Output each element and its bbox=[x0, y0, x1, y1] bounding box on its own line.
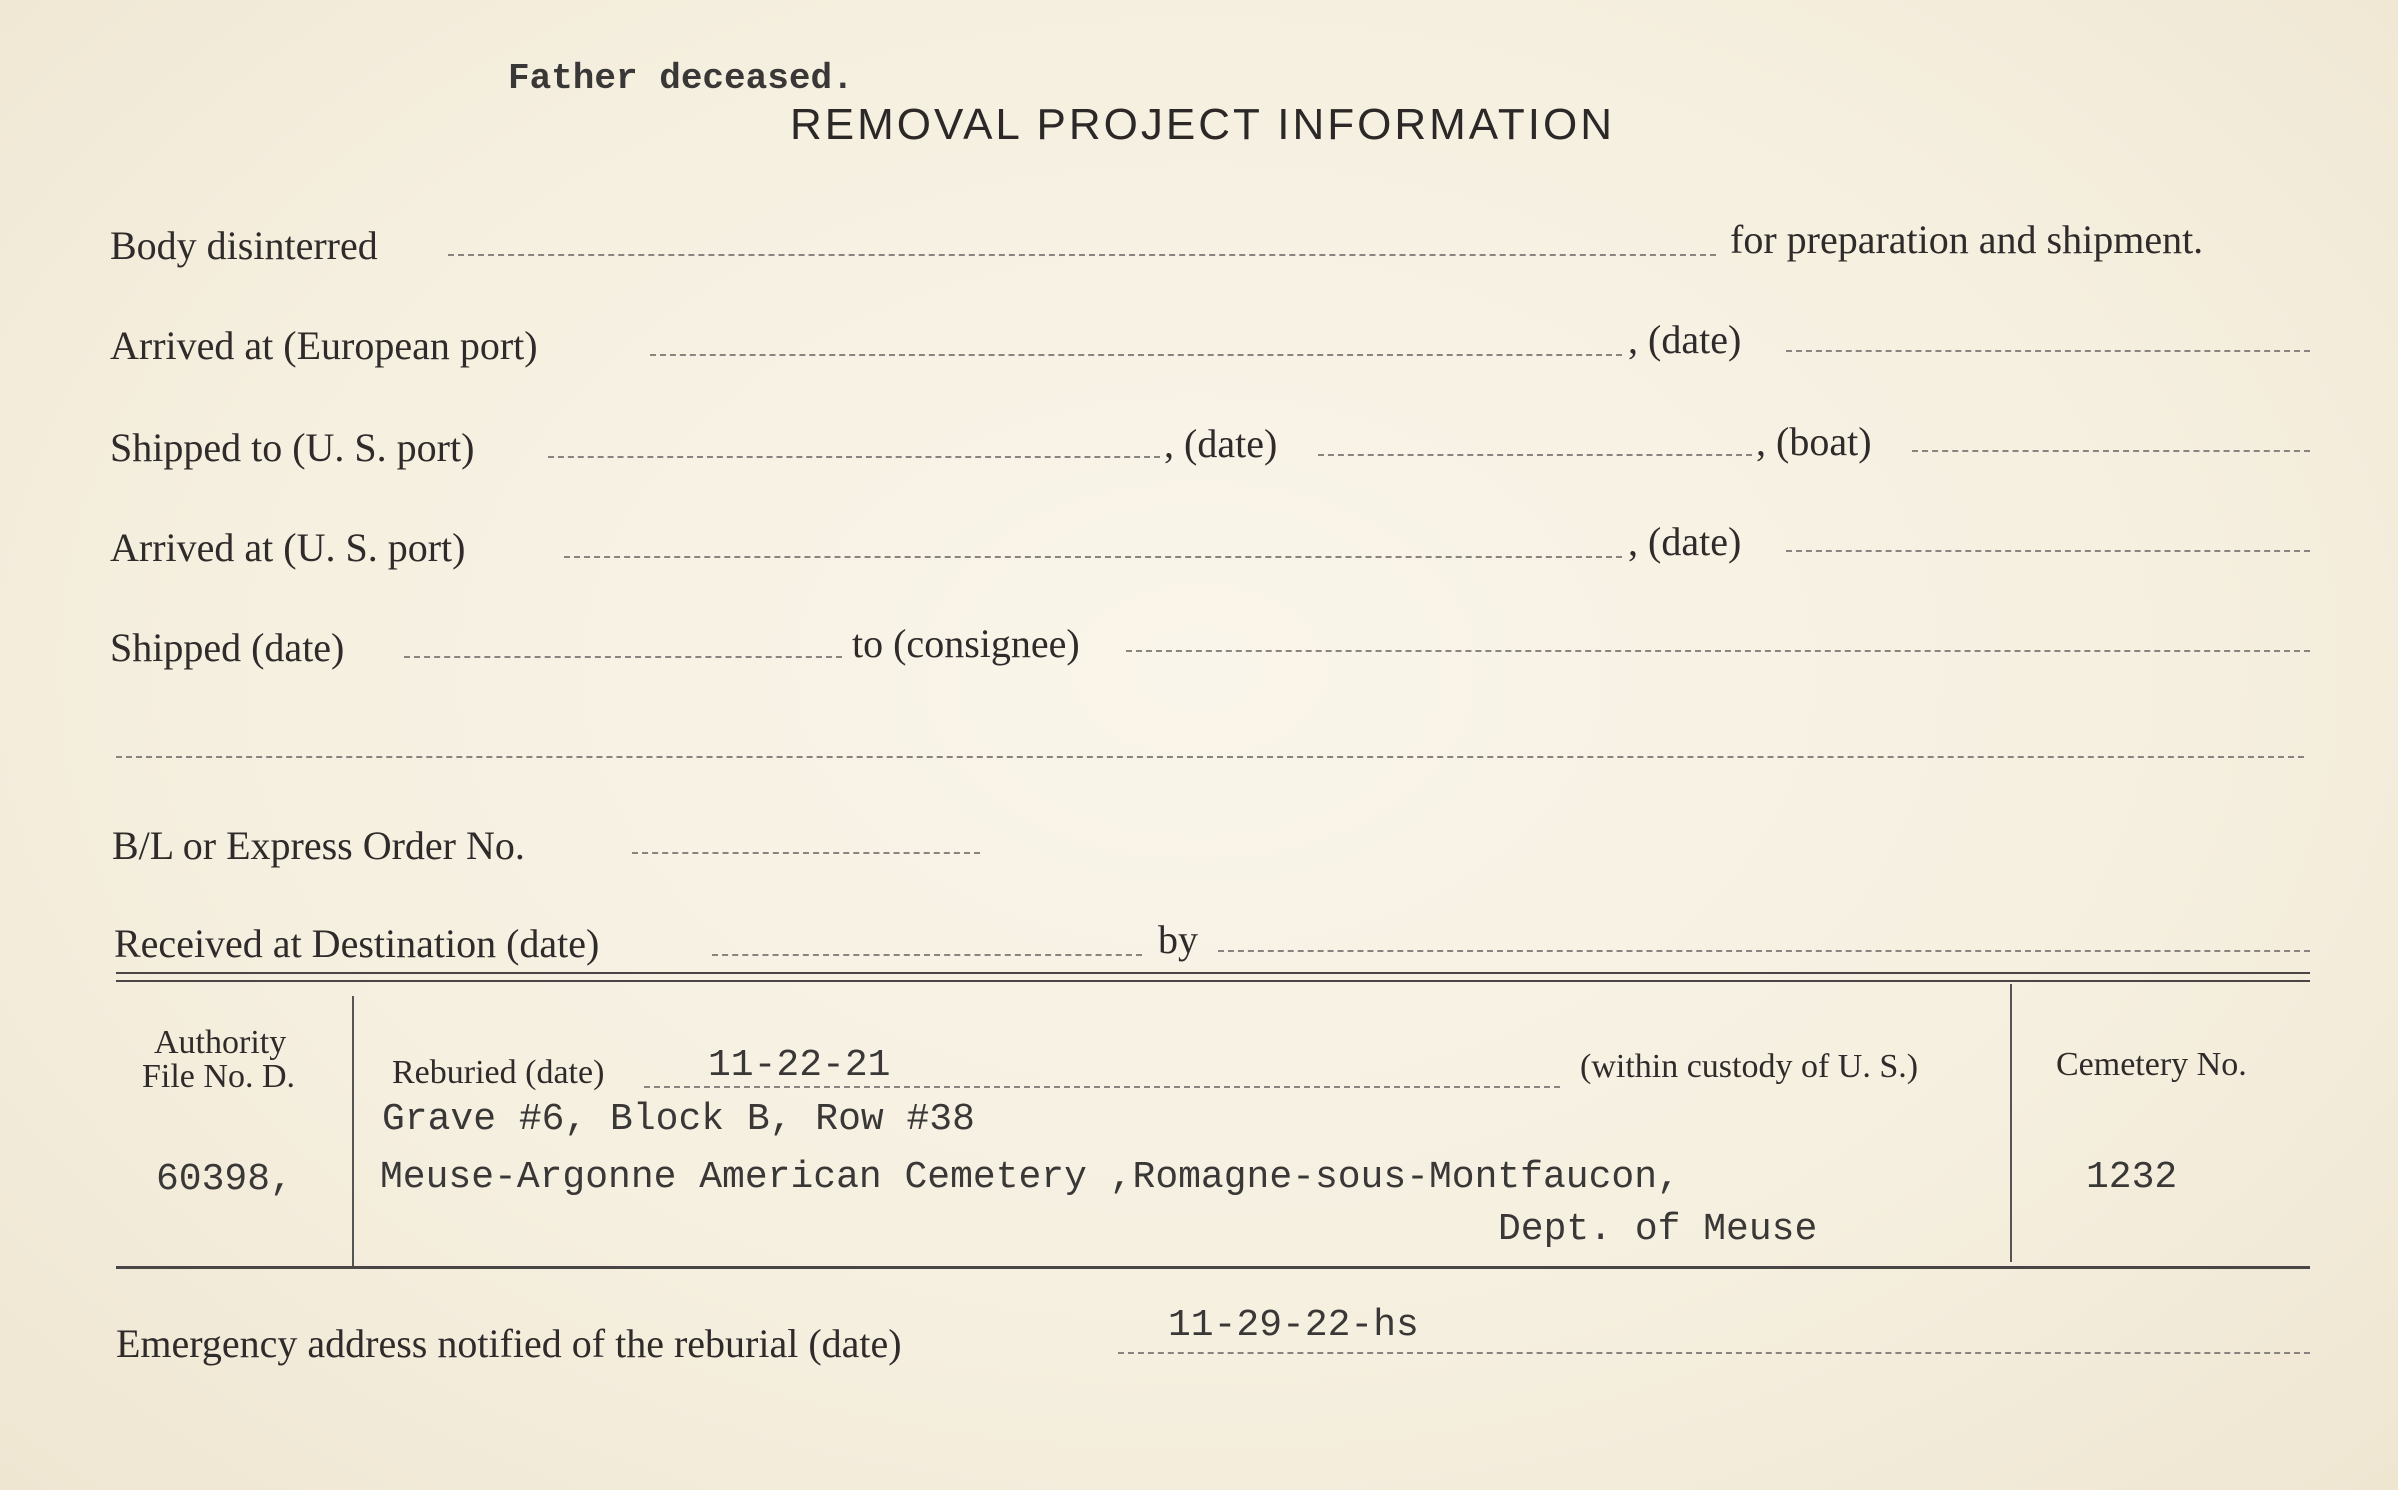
shipped-us-line bbox=[548, 456, 1160, 458]
received-label: Received at Destination (date) bbox=[114, 921, 600, 966]
bl-order-label: B/L or Express Order No. bbox=[112, 823, 525, 868]
date-label-1: , (date) bbox=[1628, 317, 1742, 362]
shipped-us-label: Shipped to (U. S. port) bbox=[110, 425, 475, 470]
arrived-us-label: Arrived at (U. S. port) bbox=[110, 525, 466, 570]
custody-label: (within custody of U. S.) bbox=[1580, 1048, 1919, 1085]
reburied-label: Reburied (date) bbox=[392, 1054, 605, 1091]
arrived-european-line bbox=[650, 354, 1622, 356]
cemetery-name: Meuse-Argonne American Cemetery ,Romagne-sous-Montfaucon, bbox=[380, 1156, 1680, 1199]
consignee-label: to (consignee) bbox=[852, 621, 1080, 666]
typed-note: Father deceased. bbox=[508, 58, 854, 99]
date-line-1 bbox=[1786, 350, 2310, 352]
boat-label: , (boat) bbox=[1756, 419, 1872, 464]
emergency-label: Emergency address notified of the reburial (date) bbox=[116, 1321, 902, 1366]
date-line-3 bbox=[1786, 550, 2310, 552]
grave-location: Grave #6, Block B, Row #38 bbox=[382, 1098, 975, 1141]
emergency-line bbox=[1118, 1352, 2310, 1354]
boat-line bbox=[1912, 450, 2310, 452]
bl-order-line bbox=[632, 852, 980, 854]
box-divider-left bbox=[352, 996, 354, 1268]
date-label-3: , (date) bbox=[1628, 519, 1742, 564]
cemetery-number: 1232 bbox=[2086, 1156, 2178, 1199]
arrived-us-line bbox=[564, 556, 1622, 558]
body-disinterred-line bbox=[448, 254, 1716, 256]
box-top-rule-2 bbox=[116, 980, 2310, 982]
department: Dept. of Meuse bbox=[1498, 1208, 1818, 1251]
box-bottom-rule bbox=[116, 1266, 2310, 1269]
received-line bbox=[712, 954, 1142, 956]
shipped-date-label: Shipped (date) bbox=[110, 625, 345, 670]
continuation-line bbox=[116, 756, 2304, 758]
preparation-label: for preparation and shipment. bbox=[1730, 217, 2204, 262]
date-line-2 bbox=[1318, 454, 1752, 456]
by-line bbox=[1218, 950, 2310, 952]
page-title: REMOVAL PROJECT INFORMATION bbox=[790, 100, 1615, 149]
consignee-line bbox=[1126, 650, 2310, 652]
box-divider-right bbox=[2010, 984, 2012, 1262]
arrived-european-label: Arrived at (European port) bbox=[110, 323, 538, 368]
reburied-date: 11-22-21 bbox=[708, 1044, 891, 1087]
authority-label: Authority bbox=[154, 1024, 287, 1061]
shipped-date-line bbox=[404, 656, 842, 658]
file-number: 60398, bbox=[156, 1158, 293, 1201]
box-top-rule bbox=[116, 972, 2310, 974]
by-label: by bbox=[1158, 917, 1198, 962]
body-disinterred-label: Body disinterred bbox=[110, 223, 378, 268]
file-no-label: File No. D. bbox=[142, 1058, 295, 1095]
emergency-date: 11-29-22-hs bbox=[1168, 1304, 1419, 1347]
date-label-2: , (date) bbox=[1164, 421, 1278, 466]
cemetery-no-label: Cemetery No. bbox=[2056, 1046, 2247, 1083]
